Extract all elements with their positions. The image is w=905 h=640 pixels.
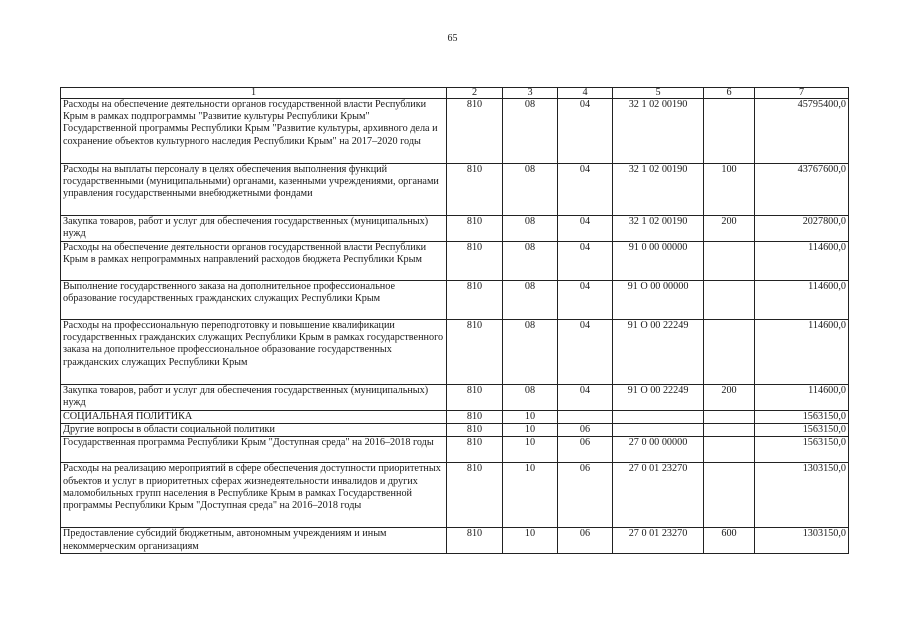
section-code-cell: 08 — [503, 281, 558, 320]
target-article-cell: 91 0 00 00000 — [613, 242, 704, 281]
subsection-code-cell: 04 — [558, 99, 613, 164]
section-code-cell: 10 — [503, 424, 558, 437]
admin-code-cell: 810 — [447, 320, 503, 385]
row-description: Выполнение государственного заказа на дополнительное профессиональное образование государственных гражданских служащих Республики Крым — [61, 281, 447, 320]
subsection-code-cell: 04 — [558, 242, 613, 281]
row-description: Расходы на выплаты персоналу в целях обеспечения выполнения функций государственными (муниципальными) органами, казенными учреждениями, органами управления государственными внебюджетными фондами — [61, 164, 447, 216]
section-code-cell: 10 — [503, 463, 558, 528]
subsection-code-cell: 04 — [558, 281, 613, 320]
target-article-cell: 91 О 00 00000 — [613, 281, 704, 320]
row-description: Государственная программа Республики Крым "Доступная среда" на 2016–2018 годы — [61, 437, 447, 463]
expense-type-cell — [704, 424, 755, 437]
target-article-cell: 32 1 02 00190 — [613, 99, 704, 164]
expense-type-cell — [704, 281, 755, 320]
amount-cell: 45795400,0 — [755, 99, 849, 164]
amount-cell: 1303150,0 — [755, 528, 849, 554]
expense-type-cell — [704, 411, 755, 424]
amount-cell: 1563150,0 — [755, 411, 849, 424]
expense-type-cell — [704, 463, 755, 528]
table-row — [61, 411, 849, 424]
table-row — [61, 528, 849, 554]
admin-code-cell: 810 — [447, 164, 503, 216]
table-row — [61, 385, 849, 411]
budget-table — [60, 87, 849, 554]
row-description: СОЦИАЛЬНАЯ ПОЛИТИКА — [61, 411, 447, 424]
target-article-cell — [613, 424, 704, 437]
page-number: 65 — [447, 33, 458, 44]
section-code-cell: 08 — [503, 242, 558, 281]
expense-type-cell: 200 — [704, 216, 755, 242]
target-article-cell: 91 О 00 22249 — [613, 385, 704, 411]
target-article-cell: 27 0 01 23270 — [613, 463, 704, 528]
amount-cell: 114600,0 — [755, 242, 849, 281]
subsection-code-cell: 06 — [558, 424, 613, 437]
amount-cell: 1563150,0 — [755, 437, 849, 463]
admin-code-cell: 810 — [447, 411, 503, 424]
table-row — [61, 463, 849, 528]
table-row — [61, 424, 849, 437]
admin-code-cell: 810 — [447, 242, 503, 281]
column-header: 5 — [613, 88, 704, 99]
admin-code-cell: 810 — [447, 216, 503, 242]
target-article-cell — [613, 411, 704, 424]
amount-cell: 43767600,0 — [755, 164, 849, 216]
expense-type-cell: 100 — [704, 164, 755, 216]
expense-type-cell: 200 — [704, 385, 755, 411]
column-header: 1 — [61, 88, 447, 99]
amount-cell: 1563150,0 — [755, 424, 849, 437]
column-header: 7 — [755, 88, 849, 99]
expense-type-cell — [704, 320, 755, 385]
admin-code-cell: 810 — [447, 528, 503, 554]
table-row — [61, 216, 849, 242]
column-header: 6 — [704, 88, 755, 99]
target-article-cell: 32 1 02 00190 — [613, 164, 704, 216]
target-article-cell: 32 1 02 00190 — [613, 216, 704, 242]
subsection-code-cell: 04 — [558, 385, 613, 411]
row-description: Предоставление субсидий бюджетным, автономным учреждениям и иным некоммерческим организациям — [61, 528, 447, 554]
expense-type-cell — [704, 242, 755, 281]
amount-cell: 114600,0 — [755, 320, 849, 385]
admin-code-cell: 810 — [447, 99, 503, 164]
section-code-cell: 10 — [503, 411, 558, 424]
section-code-cell: 10 — [503, 528, 558, 554]
admin-code-cell: 810 — [447, 385, 503, 411]
admin-code-cell: 810 — [447, 424, 503, 437]
subsection-code-cell: 06 — [558, 528, 613, 554]
section-code-cell: 08 — [503, 216, 558, 242]
row-description: Закупка товаров, работ и услуг для обеспечения государственных (муниципальных) нужд — [61, 385, 447, 411]
admin-code-cell: 810 — [447, 437, 503, 463]
section-code-cell: 08 — [503, 320, 558, 385]
subsection-code-cell: 06 — [558, 437, 613, 463]
table-row — [61, 320, 849, 385]
row-description: Расходы на обеспечение деятельности органов государственной власти Республики Крым в рамках непрограммных направлений расходов бюджета Республики Крым — [61, 242, 447, 281]
row-description: Расходы на профессиональную переподготовку и повышение квалификации государственных гражданских служащих Республики Крым в рамках государственного заказа на дополнительное профессиональное образование государственных гражданских служащих Республики Крым — [61, 320, 447, 385]
subsection-code-cell: 06 — [558, 463, 613, 528]
subsection-code-cell: 04 — [558, 164, 613, 216]
table-row — [61, 99, 849, 164]
target-article-cell: 91 О 00 22249 — [613, 320, 704, 385]
target-article-cell: 27 0 00 00000 — [613, 437, 704, 463]
table-row — [61, 437, 849, 463]
admin-code-cell: 810 — [447, 281, 503, 320]
section-code-cell: 08 — [503, 99, 558, 164]
expense-type-cell: 600 — [704, 528, 755, 554]
subsection-code-cell: 04 — [558, 216, 613, 242]
subsection-code-cell: 04 — [558, 320, 613, 385]
row-description: Расходы на обеспечение деятельности органов государственной власти Республики Крым в рамках подпрограммы "Развитие культуры Республики Крым" Государственной программы Республики Крым "Развитие культуры, архивного дела и сохранение объектов культурного наследия Республики Крым" на 2017–2020 годы — [61, 99, 447, 164]
column-header: 4 — [558, 88, 613, 99]
header-row — [61, 88, 849, 99]
row-description: Закупка товаров, работ и услуг для обеспечения государственных (муниципальных) нужд — [61, 216, 447, 242]
column-header: 2 — [447, 88, 503, 99]
column-header: 3 — [503, 88, 558, 99]
target-article-cell: 27 0 01 23270 — [613, 528, 704, 554]
table-row — [61, 242, 849, 281]
row-description: Расходы на реализацию мероприятий в сфере обеспечения доступности приоритетных объектов и услуг в приоритетных сферах жизнедеятельности инвалидов и других маломобильных групп населения в Республике Крым в рамках Государственной программы Республики Крым "Доступная среда" на 2016–2018 годы — [61, 463, 447, 528]
subsection-code-cell — [558, 411, 613, 424]
section-code-cell: 08 — [503, 164, 558, 216]
table-row — [61, 281, 849, 320]
amount-cell: 1303150,0 — [755, 463, 849, 528]
table-row — [61, 164, 849, 216]
admin-code-cell: 810 — [447, 463, 503, 528]
section-code-cell: 10 — [503, 437, 558, 463]
amount-cell: 2027800,0 — [755, 216, 849, 242]
section-code-cell: 08 — [503, 385, 558, 411]
expense-type-cell — [704, 437, 755, 463]
amount-cell: 114600,0 — [755, 281, 849, 320]
expense-type-cell — [704, 99, 755, 164]
amount-cell: 114600,0 — [755, 385, 849, 411]
row-description: Другие вопросы в области социальной политики — [61, 424, 447, 437]
